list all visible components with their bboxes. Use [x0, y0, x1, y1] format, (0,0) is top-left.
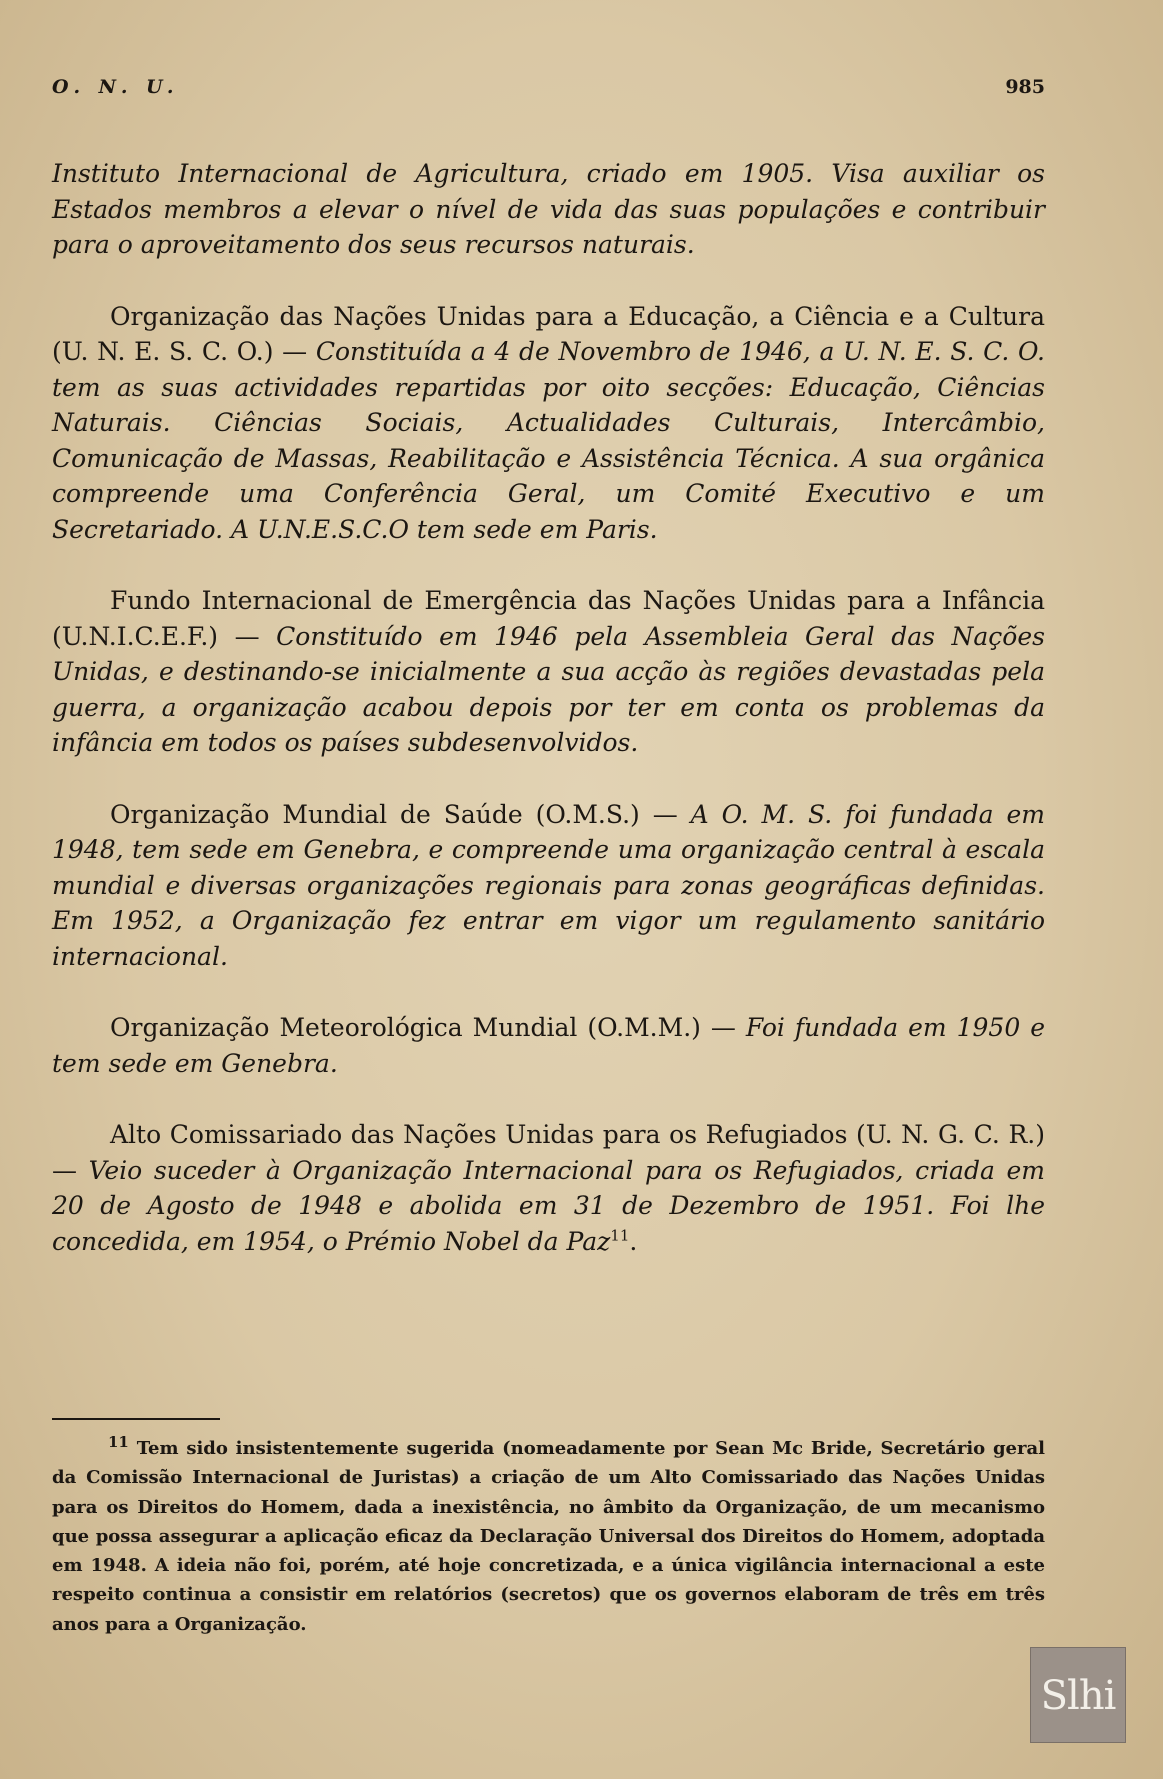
paragraph-lead: Fundo Internacional de Emergência das Nações Unidas para a Infância (U.N.I.C.E.F.) —	[52, 586, 1045, 651]
paragraph-unesco	[52, 299, 1045, 548]
footnote-text: Tem sido insistentemente sugerida (nomeadamente por Sean Mc Bride, Secretário geral da Comissão Internacional de Juristas) a criação de um Alto Comissariado das Nações Unidas para os Direitos do Homem, dada a inexistência, no âmbito da Organização, de um mecanismo que possa assegurar a aplicação eficaz da Declaração Universal dos Direitos do Homem, adoptada em 1948. A ideia não foi, porém, até hoje concretizada, e a única vigilância internacional a este respeito continua a consistir em relatórios (secretos) que os governos elaboram de três em três anos para a Organização.	[52, 1438, 1045, 1635]
paragraph-lead: Organização Mundial de Saúde (O.M.S.) —	[110, 799, 691, 829]
paragraph-agriculture	[52, 156, 1045, 263]
page-header	[52, 76, 1045, 106]
page-body	[52, 156, 1045, 1295]
paragraph-text: Foi fundada em 1950 e tem sede em Genebra.	[52, 1013, 1045, 1078]
paragraph-omm	[52, 1010, 1045, 1081]
watermark-logo	[1030, 1647, 1126, 1743]
paragraph-text: Veio suceder à Organização Internacional para os Refugiados, criada em 20 de Agosto de 1948 e abolida em 31 de Dezembro de 1951. Foi lhe concedida, em 1954, o Prémio Nobel da Paz	[52, 1155, 1045, 1256]
watermark-text: Slhi	[1040, 1673, 1116, 1719]
paragraph-lead: Organização Meteorológica Mundial (O.M.M.) —	[110, 1013, 746, 1042]
footnote	[52, 1434, 1045, 1639]
footnote-divider	[52, 1418, 220, 1420]
footnote-reference[interactable]: 11	[610, 1226, 630, 1245]
paragraph-text: Constituída a 4 de Novembro de 1946, a U. N. E. S. C. O. tem as suas actividades repartidas por oito secções: Educação, Ciências Naturais. Ciências Sociais, Actualidades Culturais, Intercâmbio, Comunicação de Massas, Reabilitação e Assistência Técnica. A sua orgânica compreende uma Conferência Geral, um Comité Executivo e um Secretariado. A U.N.E.S.C.O tem sede em Paris.	[52, 337, 1046, 544]
paragraph-unicef	[52, 583, 1045, 761]
paragraph-refugees	[52, 1117, 1045, 1259]
paragraph-lead: Organização das Nações Unidas para a Educação, a Ciência e a Cultura (U. N. E. S. C. O.) —	[52, 301, 1045, 366]
paragraph-text: A O. M. S. foi fundada em 1948, tem sede em Genebra, e compreende uma organização central à escala mundial e diversas organizações regionais para zonas geográficas definidas. Em 1952, a Organização fez entrar em vigor um regulamento sanitário internacional.	[52, 799, 1046, 971]
page-number: 985	[1005, 76, 1045, 98]
paragraph-text: Instituto Internacional de Agricultura, criado em 1905. Visa auxiliar os Estados membros a elevar o nível de vida das suas populações e contribuir para o aproveitamento dos seus recursos naturais.	[52, 159, 1045, 259]
paragraph-text: Constituído em 1946 pela Assembleia Geral das Nações Unidas, e destinando-se inicialmente a sua acção às regiões devastadas pela guerra, a organização acabou depois por ter em conta os problemas da infância em todos os países subdesenvolvidos.	[52, 621, 1045, 757]
paragraph-tail: .	[629, 1226, 638, 1256]
footnote-number: 11	[108, 1433, 129, 1451]
running-title: O. N. U.	[52, 76, 180, 98]
paragraph-oms	[52, 797, 1045, 975]
paragraph-lead: Alto Comissariado das Nações Unidas para os Refugiados (U. N. G. C. R.) —	[52, 1120, 1045, 1185]
